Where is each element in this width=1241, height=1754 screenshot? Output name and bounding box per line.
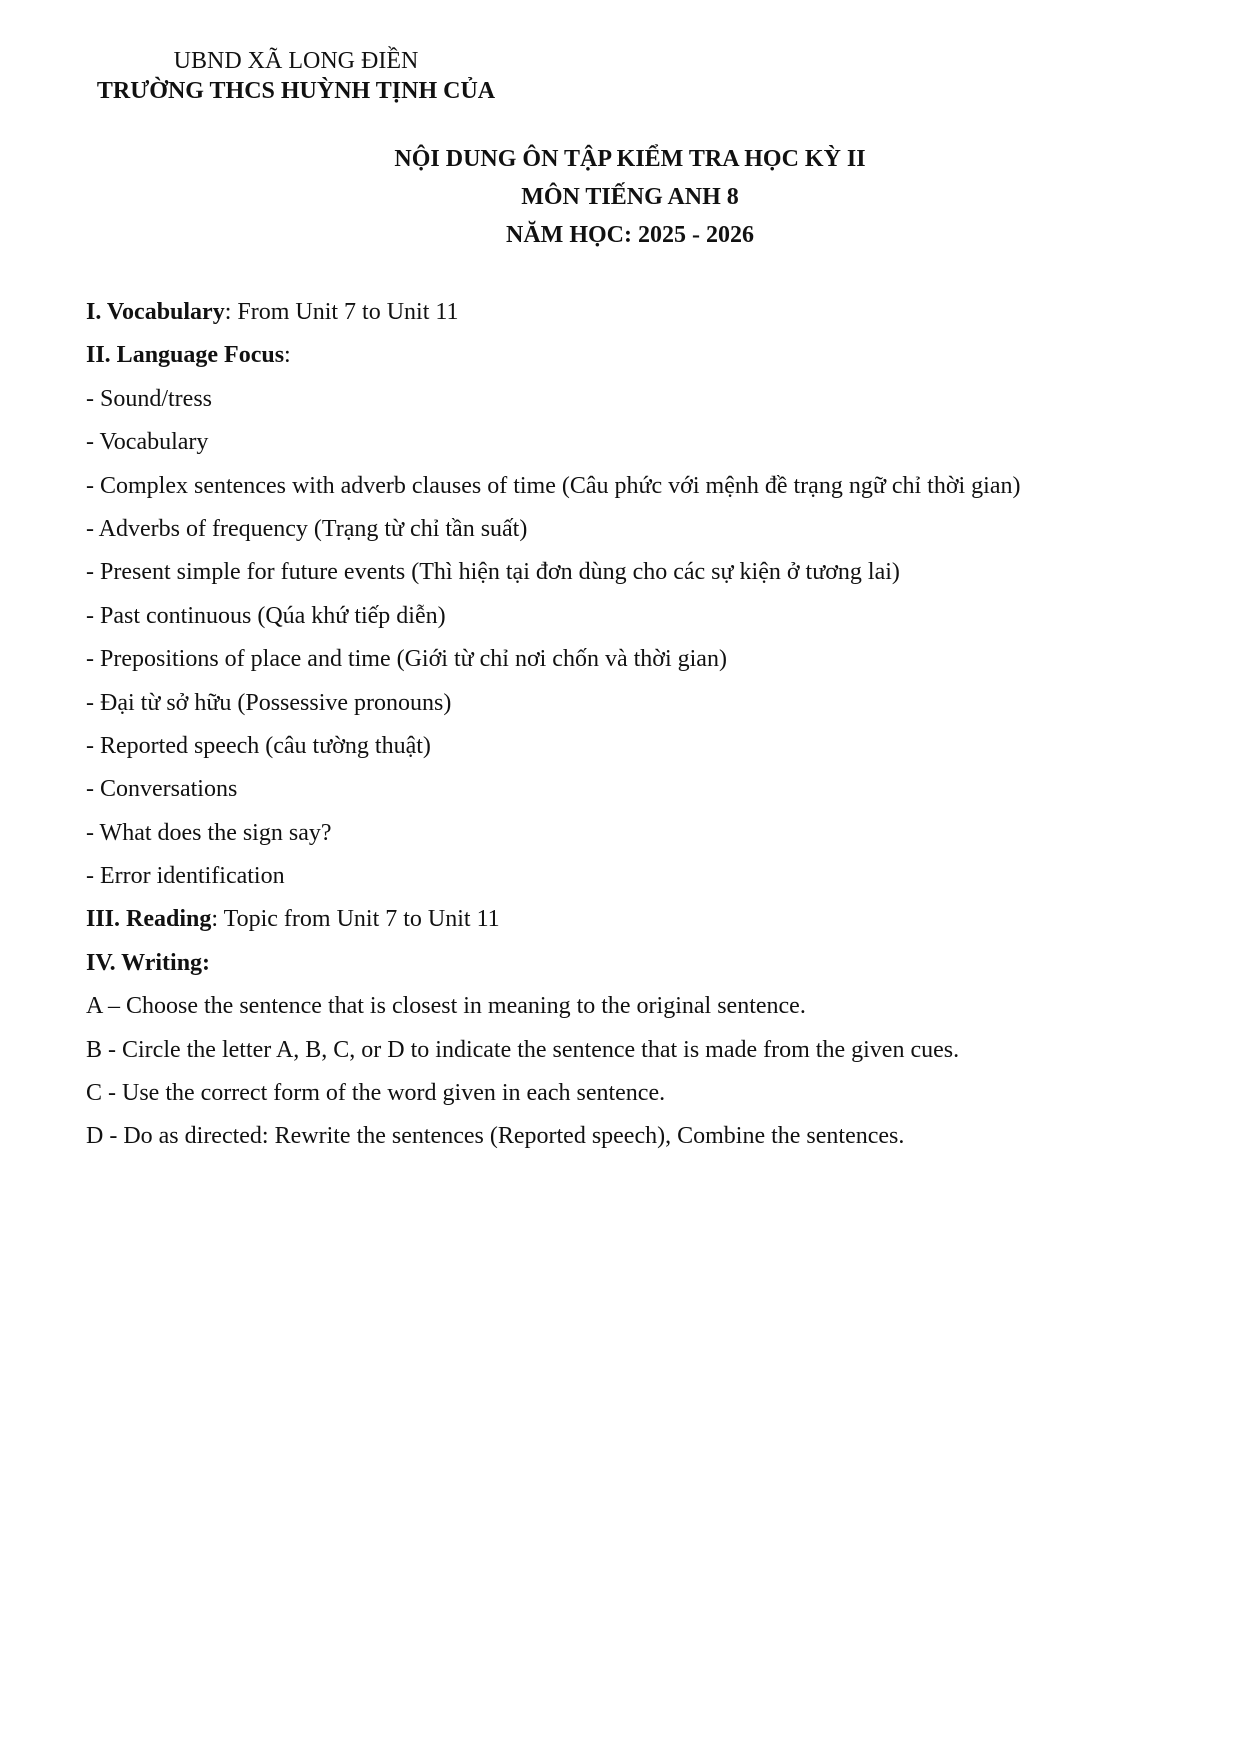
section-reading-text: : Topic from Unit 7 to Unit 11: [211, 906, 500, 933]
section-language-focus-suffix: :: [284, 342, 291, 369]
list-item: - Reported speech (câu tường thuật): [86, 732, 431, 759]
list-item: A – Choose the sentence that is closest in meaning to the original sentence.: [86, 993, 806, 1020]
list-item: C - Use the correct form of the word given in each sentence.: [86, 1080, 666, 1107]
section-language-focus-heading: II. Language Focus: [86, 342, 285, 369]
list-item: - Prepositions of place and time (Giới từ chỉ nơi chốn và thời gian): [86, 646, 727, 673]
header-school: TRƯỜNG THCS HUỲNH TỊNH CỦA: [96, 78, 496, 104]
list-item: - Sound/tress: [86, 385, 212, 412]
list-item: - Complex sentences with adverb clauses of time (Câu phức với mệnh đề trạng ngữ chỉ thời gian): [86, 472, 1021, 499]
list-item: - Conversations: [86, 776, 238, 803]
list-item: - What does the sign say?: [86, 819, 332, 846]
list-item: D - Do as directed: Rewrite the sentences (Reported speech), Combine the sentences.: [86, 1123, 905, 1150]
header-org: UBND XÃ LONG ĐIỀN: [173, 48, 419, 74]
list-item: - Error identification: [86, 863, 285, 890]
section-vocabulary-text: : From Unit 7 to Unit 11: [224, 299, 459, 325]
title-line-3: NĂM HỌC: 2025 - 2026: [506, 222, 754, 248]
list-item: - Past continuous (Qúa khứ tiếp diễn): [86, 602, 446, 629]
section-language-focus: [86, 338, 1166, 381]
title-line-1: NỘI DUNG ÔN TẬP KIỂM TRA HỌC KỲ II: [394, 146, 866, 172]
list-item: - Đại từ sở hữu (Possessive pronouns): [86, 689, 452, 716]
section-reading-heading: III. Reading: [86, 906, 212, 933]
list-item: - Adverbs of frequency (Trạng từ chỉ tần suất): [86, 515, 528, 542]
header-block: [86, 46, 506, 106]
section-writing-heading: IV. Writing:: [86, 949, 211, 976]
document-body: [86, 295, 1166, 1163]
list-item: - Present simple for future events (Thì hiện tại đơn dùng cho các sự kiện ở tương lai): [86, 559, 900, 586]
list-item: B - Circle the letter A, B, C, or D to indicate the sentence that is made from the given cues.: [86, 1036, 960, 1063]
title-block: [370, 140, 890, 254]
section-vocabulary-heading: I. Vocabulary: [86, 299, 225, 325]
title-line-2: MÔN TIẾNG ANH 8: [521, 184, 739, 210]
list-item: - Vocabulary: [86, 429, 209, 456]
section-reading: [86, 902, 1166, 945]
section-vocabulary: [86, 295, 1166, 338]
